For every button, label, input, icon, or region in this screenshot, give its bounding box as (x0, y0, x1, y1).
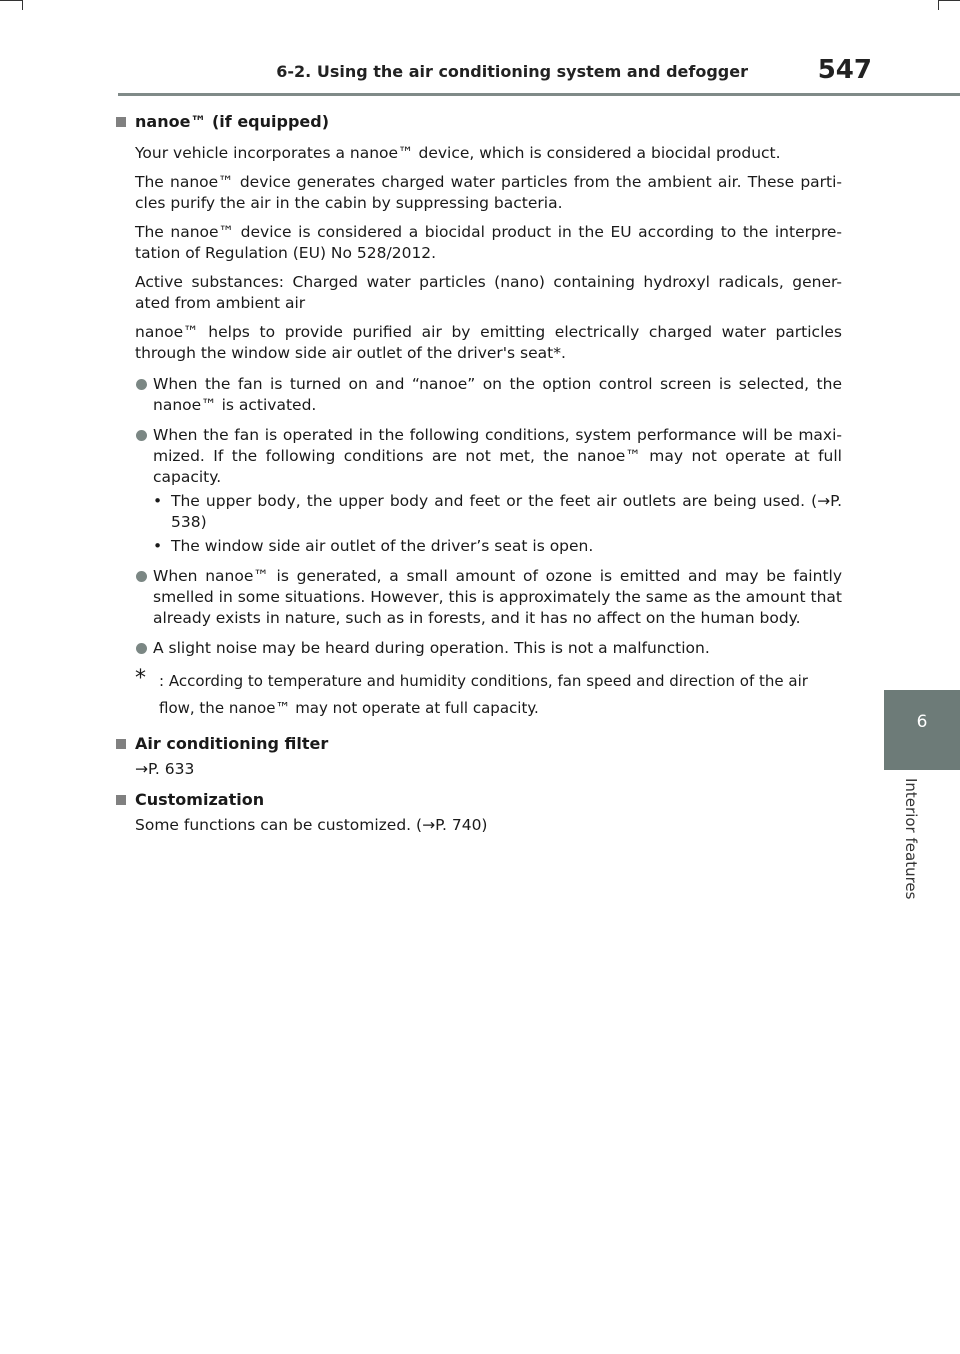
sub-bullet-dot-icon: • (153, 537, 163, 555)
bullet-item (136, 566, 842, 629)
bullet-dot-icon (136, 643, 147, 654)
section-title: nanoe™ (if equipped) (135, 112, 330, 131)
page-number: 547 (817, 55, 872, 85)
chapter-label: Interior features (902, 778, 920, 900)
section-title: Air conditioning filter (135, 734, 329, 753)
customization-text[interactable]: Some functions can be customized. (→P. 740) (135, 816, 488, 834)
bullet-item (136, 638, 842, 659)
bullet-dot-icon (136, 379, 147, 390)
sub-bullet-text: The upper body, the upper body and feet or the feet air outlets are being used. (→P. 538) (171, 492, 842, 531)
section-square-icon (116, 739, 126, 749)
bullet-dot-icon (136, 571, 147, 582)
bullet-item (136, 425, 842, 557)
bullet-text: A slight noise may be heard during operation. This is not a malfunction. (153, 639, 710, 657)
section-heading-nanoe (116, 112, 842, 131)
bullet-text: When nanoe™ is generated, a small amount of ozone is emitted and may be faintly smelled in some situations. However, this is approximately the same as the amount that already exists in nature, such as in forests, and it has no affect on the human body. (153, 567, 842, 627)
crop-mark (938, 0, 960, 1)
page-reference-link[interactable]: →P. 633 (135, 760, 195, 778)
sub-bullet-item (153, 491, 842, 533)
sub-bullet-dot-icon: • (153, 492, 163, 510)
section-heading-filter (116, 734, 842, 753)
bullet-text: When the fan is operated in the following conditions, system performance will be maxi-mized. If the following conditions are not met, the nanoe™ may not operate at full capacity. (153, 426, 842, 486)
footnote-text: : According to temperature and humidity conditions, fan speed and direction of the air flow, the nanoe™ may not operate at full capacity. (159, 672, 808, 717)
crop-mark (22, 0, 23, 10)
paragraph: The nanoe™ device generates charged water particles from the ambient air. These parti-cles purify the air in the cabin by suppressing bacteria. (135, 173, 842, 212)
section-square-icon (116, 117, 126, 127)
paragraph: nanoe™ helps to provide purified air by emitting electrically charged water particles through the window side air outlet of the driver's seat*. (135, 323, 842, 362)
chapter-tab[interactable] (884, 690, 960, 770)
footnote-marker: * (135, 666, 146, 691)
paragraph: The nanoe™ device is considered a biocidal product in the EU according to the interpre-tation of Regulation (EU) No 528/2012. (135, 223, 842, 262)
paragraph: Your vehicle incorporates a nanoe™ device, which is considered a biocidal product. (135, 144, 781, 162)
running-header: 6-2. Using the air conditioning system and defogger (276, 62, 748, 81)
crop-mark (938, 0, 939, 10)
section-square-icon (116, 795, 126, 805)
section-heading-customization (116, 790, 842, 809)
bullet-item (136, 374, 842, 416)
bullet-text: When the fan is turned on and “nanoe” on the option control screen is selected, the nanoe™ is activated. (153, 375, 842, 414)
sub-bullet-item (153, 536, 842, 557)
page-content (116, 112, 842, 844)
chapter-number: 6 (916, 712, 928, 732)
header-rule (118, 93, 960, 96)
footnote (135, 668, 842, 722)
paragraph: Active substances: Charged water particles (nano) containing hydroxyl radicals, gener-ated from ambient air (135, 273, 842, 312)
bullet-dot-icon (136, 430, 147, 441)
section-title: Customization (135, 790, 265, 809)
crop-mark (0, 0, 22, 1)
sub-bullet-text: The window side air outlet of the driver’s seat is open. (171, 537, 594, 555)
